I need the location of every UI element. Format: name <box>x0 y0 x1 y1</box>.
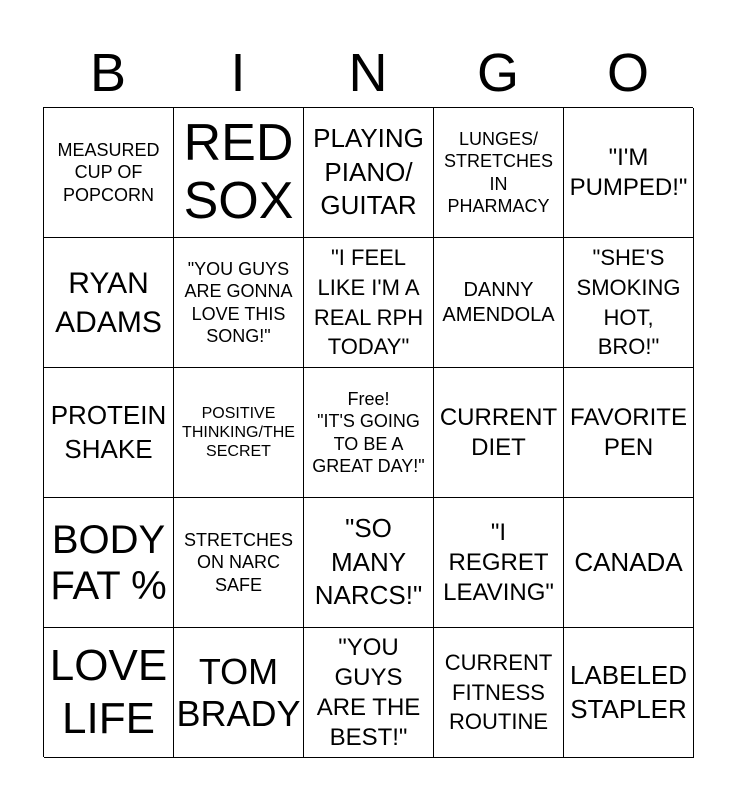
bingo-cell-r0-c3[interactable] <box>434 108 564 238</box>
bingo-header <box>43 40 693 106</box>
bingo-cell-r1-c0[interactable] <box>44 238 174 368</box>
bingo-free-space[interactable] <box>304 368 434 498</box>
cell-label: "I REGRET LEAVING" <box>443 518 554 606</box>
bingo-cell-r4-c0[interactable] <box>44 628 174 758</box>
cell-label: "YOU GUYS ARE THE BEST!" <box>316 633 421 751</box>
cell-label: MEASURED CUP OF POPCORN <box>57 139 160 205</box>
header-letter-g: G <box>476 43 519 103</box>
cell-label: CURRENT FITNESS ROUTINE <box>444 649 553 735</box>
bingo-cell-r3-c1[interactable] <box>174 498 304 628</box>
cell-label: POSITIVE THINKING/THE SECRET <box>182 404 295 461</box>
cell-label: LUNGES/ STRETCHES IN PHARMACY <box>443 128 553 216</box>
bingo-cell-r2-c0[interactable] <box>44 368 174 498</box>
cell-label: "SO MANY NARCS!" <box>314 512 423 611</box>
cell-label: BODY FAT % <box>50 517 167 608</box>
cell-label: "SHE'S SMOKING HOT, BRO!" <box>576 245 681 360</box>
bingo-cell-r2-c4[interactable] <box>564 368 694 498</box>
bingo-board <box>43 107 693 757</box>
bingo-cell-r3-c3[interactable] <box>434 498 564 628</box>
bingo-cell-r4-c1[interactable] <box>174 628 304 758</box>
cell-label: DANNY AMENDOLA <box>442 278 555 326</box>
bingo-cell-r3-c0[interactable] <box>44 498 174 628</box>
bingo-cell-r1-c3[interactable] <box>434 238 564 368</box>
cell-label: CURRENT DIET <box>439 403 558 461</box>
cell-label: "I'M PUMPED!" <box>569 143 688 201</box>
bingo-cell-r3-c4[interactable] <box>564 498 694 628</box>
cell-label: "I FEEL LIKE I'M A REAL RPH TODAY" <box>313 245 424 360</box>
header-letter-n: N <box>348 43 388 103</box>
bingo-cell-r0-c2[interactable] <box>304 108 434 238</box>
bingo-cell-r1-c4[interactable] <box>564 238 694 368</box>
bingo-cell-r0-c1[interactable] <box>174 108 304 238</box>
bingo-cell-r4-c2[interactable] <box>304 628 434 758</box>
bingo-cell-r1-c1[interactable] <box>174 238 304 368</box>
header-letter-b: B <box>89 43 127 103</box>
cell-label: LOVE LIFE <box>49 640 168 743</box>
cell-label: RED SOX <box>183 114 294 230</box>
cell-label: RYAN ADAMS <box>55 266 162 339</box>
cell-label: Free! "IT'S GOING TO BE A GREAT DAY!" <box>312 388 425 476</box>
cell-label: PROTEIN SHAKE <box>50 399 167 464</box>
bingo-cell-r1-c2[interactable] <box>304 238 434 368</box>
cell-label: "YOU GUYS ARE GONNA LOVE THIS SONG!" <box>184 258 293 346</box>
bingo-cell-r2-c1[interactable] <box>174 368 304 498</box>
bingo-cell-r0-c4[interactable] <box>564 108 694 238</box>
cell-label: STRETCHES ON NARC SAFE <box>183 529 293 595</box>
bingo-cell-r4-c3[interactable] <box>434 628 564 758</box>
bingo-cell-r4-c4[interactable] <box>564 628 694 758</box>
bingo-cell-r2-c3[interactable] <box>434 368 564 498</box>
cell-label: PLAYING PIANO/ GUITAR <box>313 122 424 221</box>
cell-label: FAVORITE PEN <box>570 403 687 461</box>
header-letter-i: I <box>230 43 246 103</box>
header-letter-o: O <box>606 43 649 103</box>
cell-label: TOM BRADY <box>176 651 301 734</box>
bingo-cell-r0-c0[interactable] <box>44 108 174 238</box>
cell-label: CANADA <box>574 546 683 577</box>
cell-label: LABELED STAPLER <box>569 659 688 724</box>
bingo-cell-r3-c2[interactable] <box>304 498 434 628</box>
